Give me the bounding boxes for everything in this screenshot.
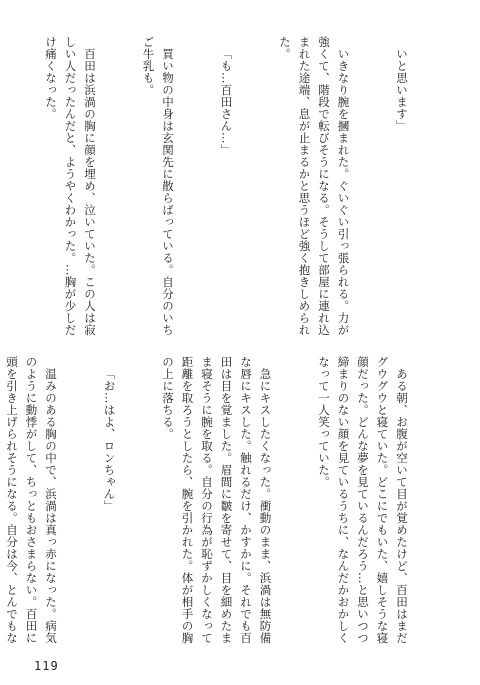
paragraph: 温みのある胸の中で、浜渦は真っ赤になった。病気のように動悸がして、ちっともおさまらない。百田に頭を引き上げられそうになる。自分は今、とんでもな (5, 356, 58, 644)
paragraph: 急にキスしたくなった。衝動のまま、浜渦は無防備な唇にキスした。触れるだけ、かすかに。それでも百田は目を覚ました。眉間に皺を寄せて、目を細めたまま寝そうに腕を取る。自分の行為が恥ずかしくなって距離を取ろうとしたら、腕を引かれた。体が相手の胸の上に落ちる。 (161, 356, 273, 644)
page-number: 119 (34, 659, 59, 673)
paragraph: ある朝、お腹が空いて目が覚めたけど、百田はまだグウグウと寝ていた。どこにでもいた、嬉しそうな寝顔だった。どんな夢を見ているんだろう…と思いつつ締まりのない顔を見ているうちに、なんだかおかしくなって一人笑っていた。 (317, 356, 409, 644)
paragraph: いきなり腕を摑まれた。ぐいぐい引っ張られる。力が強くて、階段で転びそうになる。そうして部屋に連れ込まれた途端、息が止まるかと思うほど強く抱きしめられた。 (278, 36, 351, 336)
vertical-text-block-top (32, 36, 450, 344)
paragraph: 「お…はよ、ロンちゃん」 (102, 367, 117, 512)
paragraph (0, 36, 2, 344)
paragraph: 百田は浜渦の胸に顔を埋め、泣いていた。この人は寂しい人だったんだと、ようやくわかった。…胸が少しだけ痛くなった。 (44, 36, 97, 336)
paragraph: 「も…百田さん…」 (219, 47, 234, 156)
text-tier-top (32, 36, 450, 344)
vertical-text-block-bottom (5, 356, 450, 648)
paragraph: いと思います」 (395, 47, 409, 132)
paragraph: 買い物の中身は玄関先に散らばっている。自分のいちご牛乳も。 (141, 36, 175, 336)
text-tier-bottom (5, 356, 450, 648)
